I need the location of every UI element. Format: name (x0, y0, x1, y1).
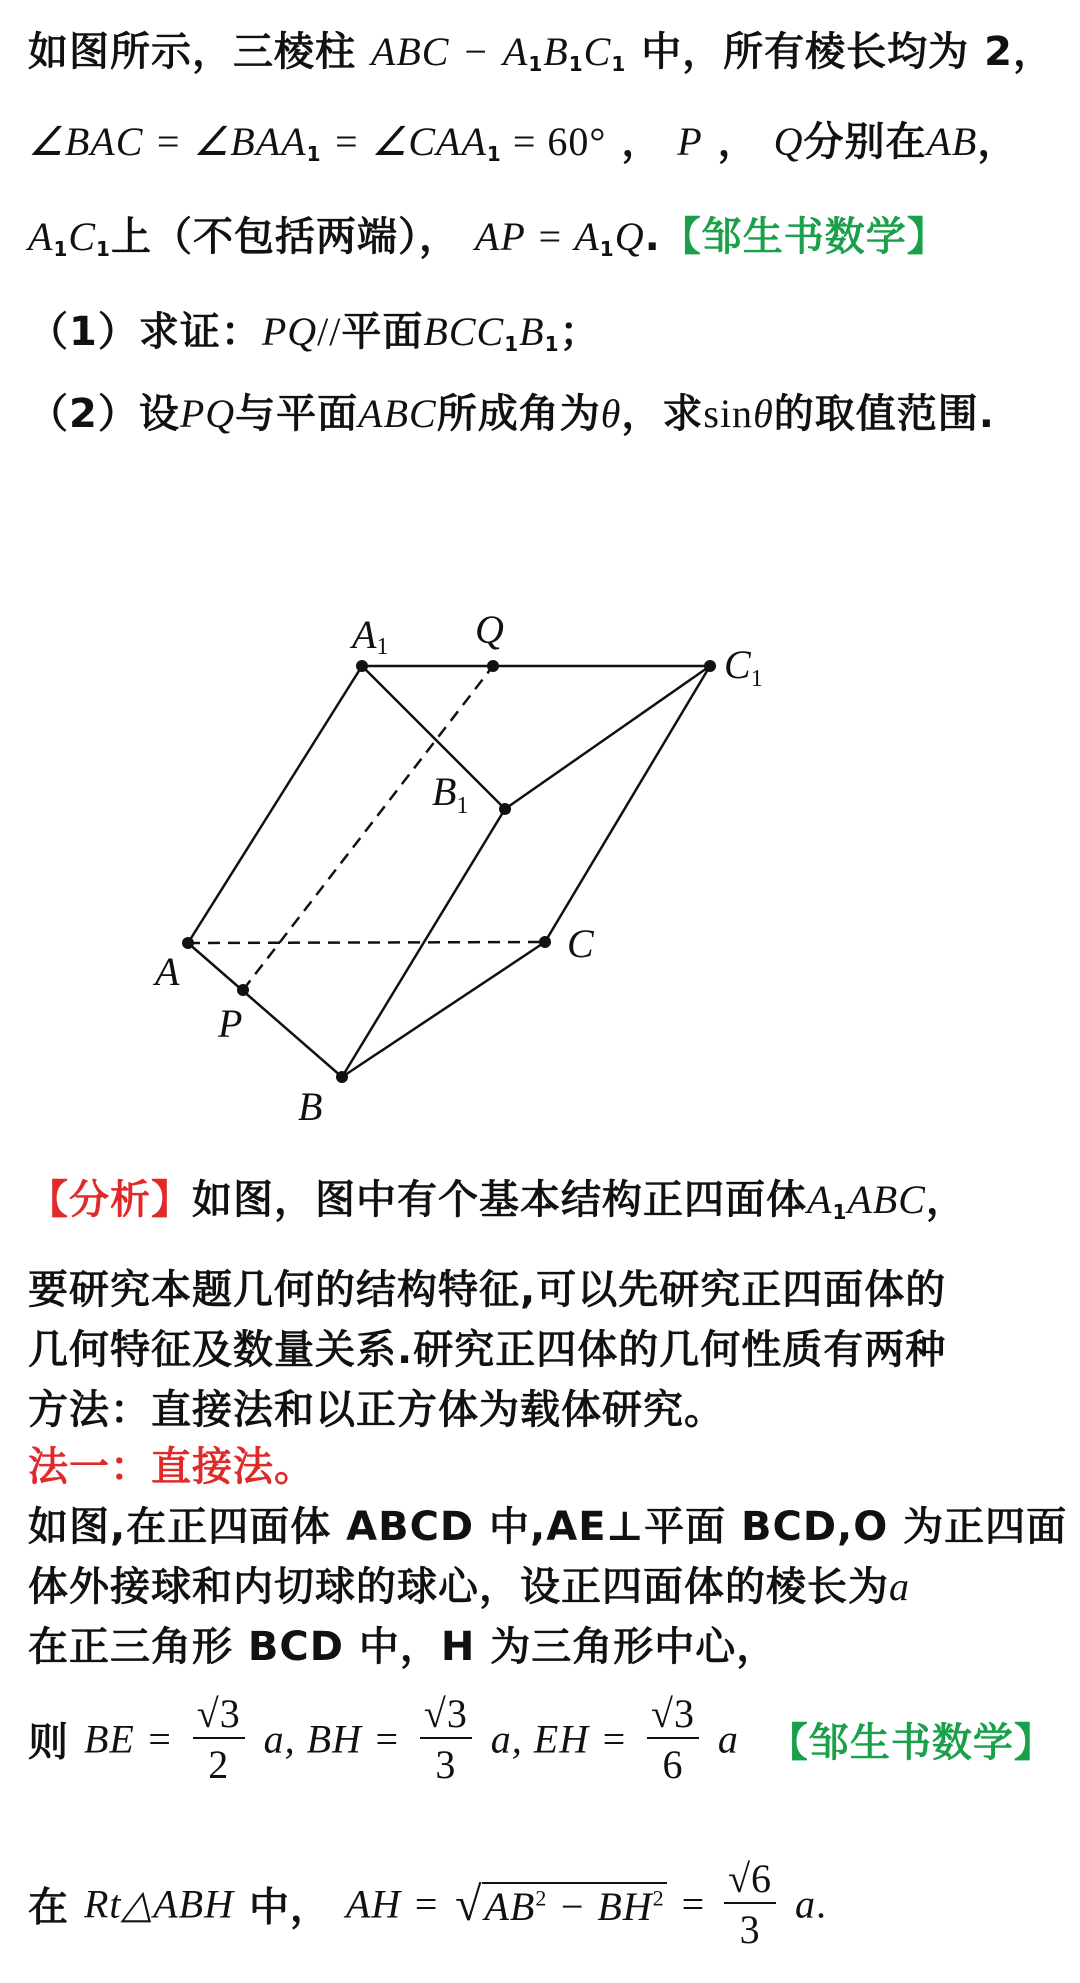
analysis-line-3 (28, 1318, 946, 1375)
question-label: （2）设 (28, 391, 180, 437)
edge-length-var: a (889, 1564, 910, 1609)
vertex-b: B (519, 309, 545, 354)
fraction-sqrt3-over-6 (647, 1690, 699, 1788)
vertex-c: C (68, 214, 97, 259)
analysis-line-2 (28, 1258, 946, 1315)
point-c1 (704, 660, 716, 672)
watermark-text: 【邹生书数学】 (767, 1719, 1055, 1766)
formula-be: BE = (83, 1716, 174, 1762)
question-label: （1）求证： (28, 309, 262, 355)
numerator: √3 (647, 1690, 699, 1739)
edge-b1-c1 (505, 666, 710, 809)
label-c1: $C_1$ (724, 642, 763, 692)
numerator: √6 (724, 1855, 776, 1904)
problem-line-1 (28, 20, 1054, 77)
segment-pq: PQ (179, 391, 236, 436)
theta: θ (600, 391, 622, 436)
period: . (644, 214, 661, 260)
analysis-text: 如图，图中有个基本结构正四面体 (192, 1177, 807, 1223)
problem-text: ，求 (621, 391, 704, 437)
question-2 (28, 382, 995, 439)
denominator: 6 (662, 1742, 684, 1787)
label-b: B (298, 1084, 323, 1129)
subscript: 1 (96, 237, 111, 261)
problem-text: 的取值范围. (773, 391, 995, 437)
subscript: 1 (53, 237, 69, 261)
analysis-text: 如图,在正四面体 ABCD 中,AE⊥平面 BCD,O 为正四面 (28, 1504, 1068, 1550)
label-a1: A1 (352, 612, 389, 660)
numerator: √3 (420, 1690, 472, 1739)
denominator: 2 (208, 1742, 230, 1787)
edge-a-a1 (188, 666, 362, 943)
fraction-sqrt6-over-3 (724, 1855, 776, 1953)
problem-text: 所成角为 (436, 391, 601, 437)
point-p-dot (237, 984, 249, 996)
problem-text: 分别在 (803, 119, 927, 165)
vertex-a: A (807, 1177, 833, 1222)
angle-equation: = ∠CAA (321, 119, 487, 164)
angle-value: = 60° (501, 119, 607, 164)
sin-function: sin (703, 391, 754, 436)
problem-text: 与平面 (235, 391, 359, 437)
point-q: Q (773, 119, 804, 164)
point-p: P (677, 119, 703, 164)
subscript: 1 (528, 52, 544, 76)
period: . (815, 1881, 827, 1927)
formula-prefix: 在 (28, 1884, 69, 1931)
edge-c-c1 (545, 666, 710, 942)
square-root (455, 1877, 667, 1932)
formula-bh: a, BH = (263, 1716, 401, 1762)
radical-sign: √ (455, 1877, 483, 1931)
edge-length-var: a (794, 1881, 816, 1927)
analysis-text: 在正三角形 BCD 中，H 为三角形中心， (28, 1624, 778, 1670)
label-q: Q (475, 607, 504, 652)
power: 2 (535, 1885, 548, 1911)
prism-name: ABC (370, 29, 450, 74)
label-a: A (155, 949, 180, 994)
power: 2 (652, 1885, 665, 1911)
analysis-text: 几何特征及数量关系.研究正四体的几何性质有两种 (28, 1327, 947, 1373)
denominator: 3 (739, 1907, 761, 1952)
watermark-text: 【邹生书数学】 (660, 214, 948, 260)
analysis-line-1 (28, 1168, 967, 1225)
parallel-symbol: // (317, 309, 342, 354)
method-label: 法一：直接法。 (28, 1444, 315, 1490)
triangle-name: Rt△ABH (83, 1881, 234, 1927)
equals: = (681, 1881, 706, 1927)
point-q: Q (614, 214, 645, 259)
edge-b-c (342, 942, 545, 1077)
subscript: 1 (544, 332, 560, 356)
edge-a-b (188, 943, 342, 1077)
point-a1 (356, 660, 368, 672)
fraction-sqrt3-over-2 (193, 1690, 245, 1788)
problem-line-2 (28, 110, 1018, 167)
point-c-dot (539, 936, 551, 948)
formula-ah-label: AH = (345, 1881, 441, 1927)
vertex-c: C (583, 29, 612, 74)
plane-abc: ABC (358, 391, 437, 436)
subscript: 1 (611, 52, 627, 76)
formula-ah (28, 1855, 827, 1953)
theta: θ (753, 391, 774, 436)
problem-text: 平面 (341, 309, 424, 355)
dash: − (464, 29, 488, 74)
equation: AP = A (474, 214, 600, 259)
segment-ab: AB (926, 119, 978, 164)
point-b1 (499, 803, 511, 815)
subscript: 1 (306, 142, 322, 166)
formula-eh: a, EH = (490, 1716, 629, 1762)
label-c: C (567, 921, 594, 966)
point-q-dot (487, 660, 499, 672)
analysis-tag: 【分析】 (28, 1177, 192, 1223)
edge-length-var: a (717, 1716, 739, 1762)
formula-prefix: 则 (28, 1719, 69, 1766)
vertex-a: A (502, 29, 529, 74)
analysis-line-5 (28, 1495, 1067, 1552)
problem-text: 上（不包括两端）， (110, 214, 460, 260)
problem-text: 中，所有棱长均为 2， (641, 29, 1054, 75)
subscript: 1 (504, 332, 520, 356)
problem-text: 如图所示，三棱柱 (28, 29, 356, 75)
point-b-dot (336, 1071, 348, 1083)
analysis-text: 要研究本题几何的结构特征,可以先研究正四面体的 (28, 1267, 947, 1313)
analysis-text: 体外接球和内切球的球心，设正四面体的棱长为 (28, 1564, 889, 1610)
subscript: 1 (599, 237, 615, 261)
segment-pq: PQ (261, 309, 318, 354)
question-1 (28, 300, 600, 357)
method-one-heading (28, 1435, 315, 1492)
label-p: P (218, 1001, 243, 1046)
analysis-line-4 (28, 1378, 725, 1435)
analysis-line-7 (28, 1615, 777, 1672)
comma: ， (621, 119, 663, 165)
comma: ， (925, 1177, 967, 1223)
edge-a-c-dashed (188, 942, 545, 943)
ab-term: AB (484, 1883, 536, 1929)
bh-term: − BH (547, 1883, 653, 1929)
formula-text: 中， (248, 1884, 331, 1931)
semicolon: ； (559, 309, 601, 355)
radicand (482, 1882, 666, 1929)
subscript: 1 (486, 142, 502, 166)
plane-name: BCC (423, 309, 505, 354)
subscript: 1 (832, 1200, 848, 1224)
vertex-b: B (543, 29, 569, 74)
subscript: 1 (568, 52, 584, 76)
numerator: √3 (193, 1690, 245, 1739)
comma: ， (717, 119, 759, 165)
formula-lengths (28, 1690, 1055, 1788)
analysis-line-6 (28, 1555, 910, 1612)
prism-figure (0, 460, 1080, 1140)
point-a-dot (182, 937, 194, 949)
vertex-a: A (28, 214, 54, 259)
tetrahedron-name: ABC (847, 1177, 926, 1222)
comma: ， (977, 119, 1019, 165)
label-b1: $B_1$ (432, 769, 469, 819)
fraction-sqrt3-over-3 (420, 1690, 472, 1788)
denominator: 3 (435, 1742, 457, 1787)
edge-b-b1 (342, 809, 505, 1077)
problem-line-3 (28, 205, 948, 262)
angle-equation: ∠BAC = ∠BAA (28, 119, 307, 164)
analysis-text: 方法：直接法和以正方体为载体研究。 (28, 1387, 725, 1433)
